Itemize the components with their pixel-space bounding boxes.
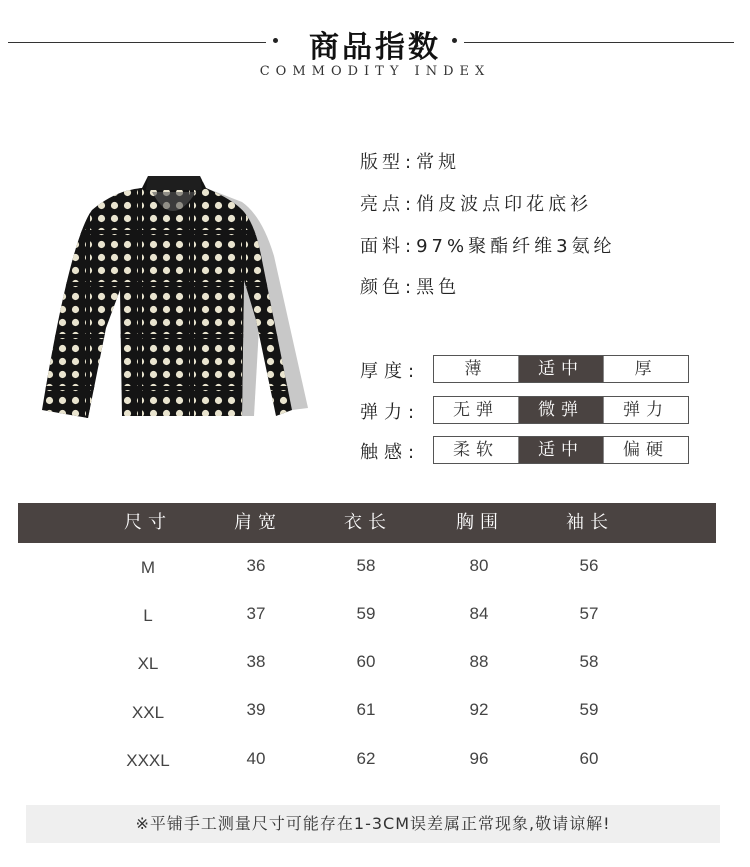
page-subtitle: COMMODITY INDEX <box>259 64 491 79</box>
attr-value: 97%聚酯纤维3氨纶 <box>416 236 616 257</box>
cell-chest: 80 <box>469 556 489 575</box>
cell-shoulder: 39 <box>246 700 266 719</box>
attr-value: 俏皮波点印花底衫 <box>416 194 593 215</box>
scale-label-touch: 触感: <box>360 442 421 463</box>
col-header-size: 尺寸 <box>124 512 172 533</box>
cell-length: 62 <box>356 749 376 768</box>
cell-chest: 84 <box>469 604 489 623</box>
scale-option-selected: 适中 <box>518 437 603 463</box>
cell-sleeve: 60 <box>579 749 599 768</box>
col-header-sleeve: 袖长 <box>566 512 614 533</box>
cell-length: 58 <box>356 556 376 575</box>
scale-label-elasticity: 弹力: <box>360 402 421 423</box>
header-line-right <box>464 42 734 43</box>
cell-size: XXL <box>131 703 165 722</box>
scale-option: 厚 <box>603 356 688 382</box>
cell-length: 59 <box>356 604 376 623</box>
cell-sleeve: 58 <box>579 652 599 671</box>
scale-option-selected: 适中 <box>518 356 603 382</box>
page-title: 商品指数 <box>309 30 441 65</box>
attr-fit: 版型:常规 <box>360 152 461 173</box>
col-header-length: 衣长 <box>344 512 392 533</box>
cell-shoulder: 40 <box>246 749 266 768</box>
attr-color: 颜色:黑色 <box>360 277 461 298</box>
cell-sleeve: 59 <box>579 700 599 719</box>
attr-key: 颜色 <box>360 277 404 298</box>
scale-option: 柔软 <box>434 437 518 463</box>
scale-thickness <box>433 355 689 383</box>
cell-sleeve: 57 <box>579 604 599 623</box>
attr-value: 常规 <box>416 152 461 173</box>
cell-shoulder: 37 <box>246 604 266 623</box>
attr-key: 面料 <box>360 236 404 257</box>
scale-option: 偏硬 <box>603 437 688 463</box>
cell-length: 61 <box>356 700 376 719</box>
attr-highlight: 亮点:俏皮波点印花底衫 <box>360 194 593 215</box>
attr-key: 版型 <box>360 152 404 173</box>
attr-key: 亮点 <box>360 194 404 215</box>
scale-option: 薄 <box>434 356 518 382</box>
cell-size: XXXL <box>126 751 170 770</box>
attr-fabric: 面料:97%聚酯纤维3氨纶 <box>360 236 616 257</box>
cell-shoulder: 36 <box>246 556 266 575</box>
col-header-chest: 胸围 <box>456 512 504 533</box>
cell-length: 60 <box>356 652 376 671</box>
attr-value: 黑色 <box>416 277 461 298</box>
cell-size: XL <box>137 654 159 673</box>
size-table-header <box>18 503 716 543</box>
cell-size: M <box>140 558 156 577</box>
scale-touch <box>433 436 689 464</box>
scale-option-selected: 微弹 <box>518 397 603 423</box>
product-image <box>30 160 320 450</box>
cell-chest: 92 <box>469 700 489 719</box>
cell-shoulder: 38 <box>246 652 266 671</box>
cell-size: L <box>143 606 153 625</box>
cell-chest: 96 <box>469 749 489 768</box>
scale-elasticity <box>433 396 689 424</box>
scale-option: 弹力 <box>603 397 688 423</box>
polka-dot-shirt-image <box>30 160 320 450</box>
cell-chest: 88 <box>469 652 489 671</box>
scale-label-thickness: 厚度: <box>360 361 421 382</box>
col-header-shoulder: 肩宽 <box>234 512 282 533</box>
cell-sleeve: 56 <box>579 556 599 575</box>
scale-option: 无弹 <box>434 397 518 423</box>
header-dot-right <box>452 38 457 43</box>
measurement-note: ※平铺手工测量尺寸可能存在1-3CM误差属正常现象,敬请谅解! <box>26 805 720 843</box>
